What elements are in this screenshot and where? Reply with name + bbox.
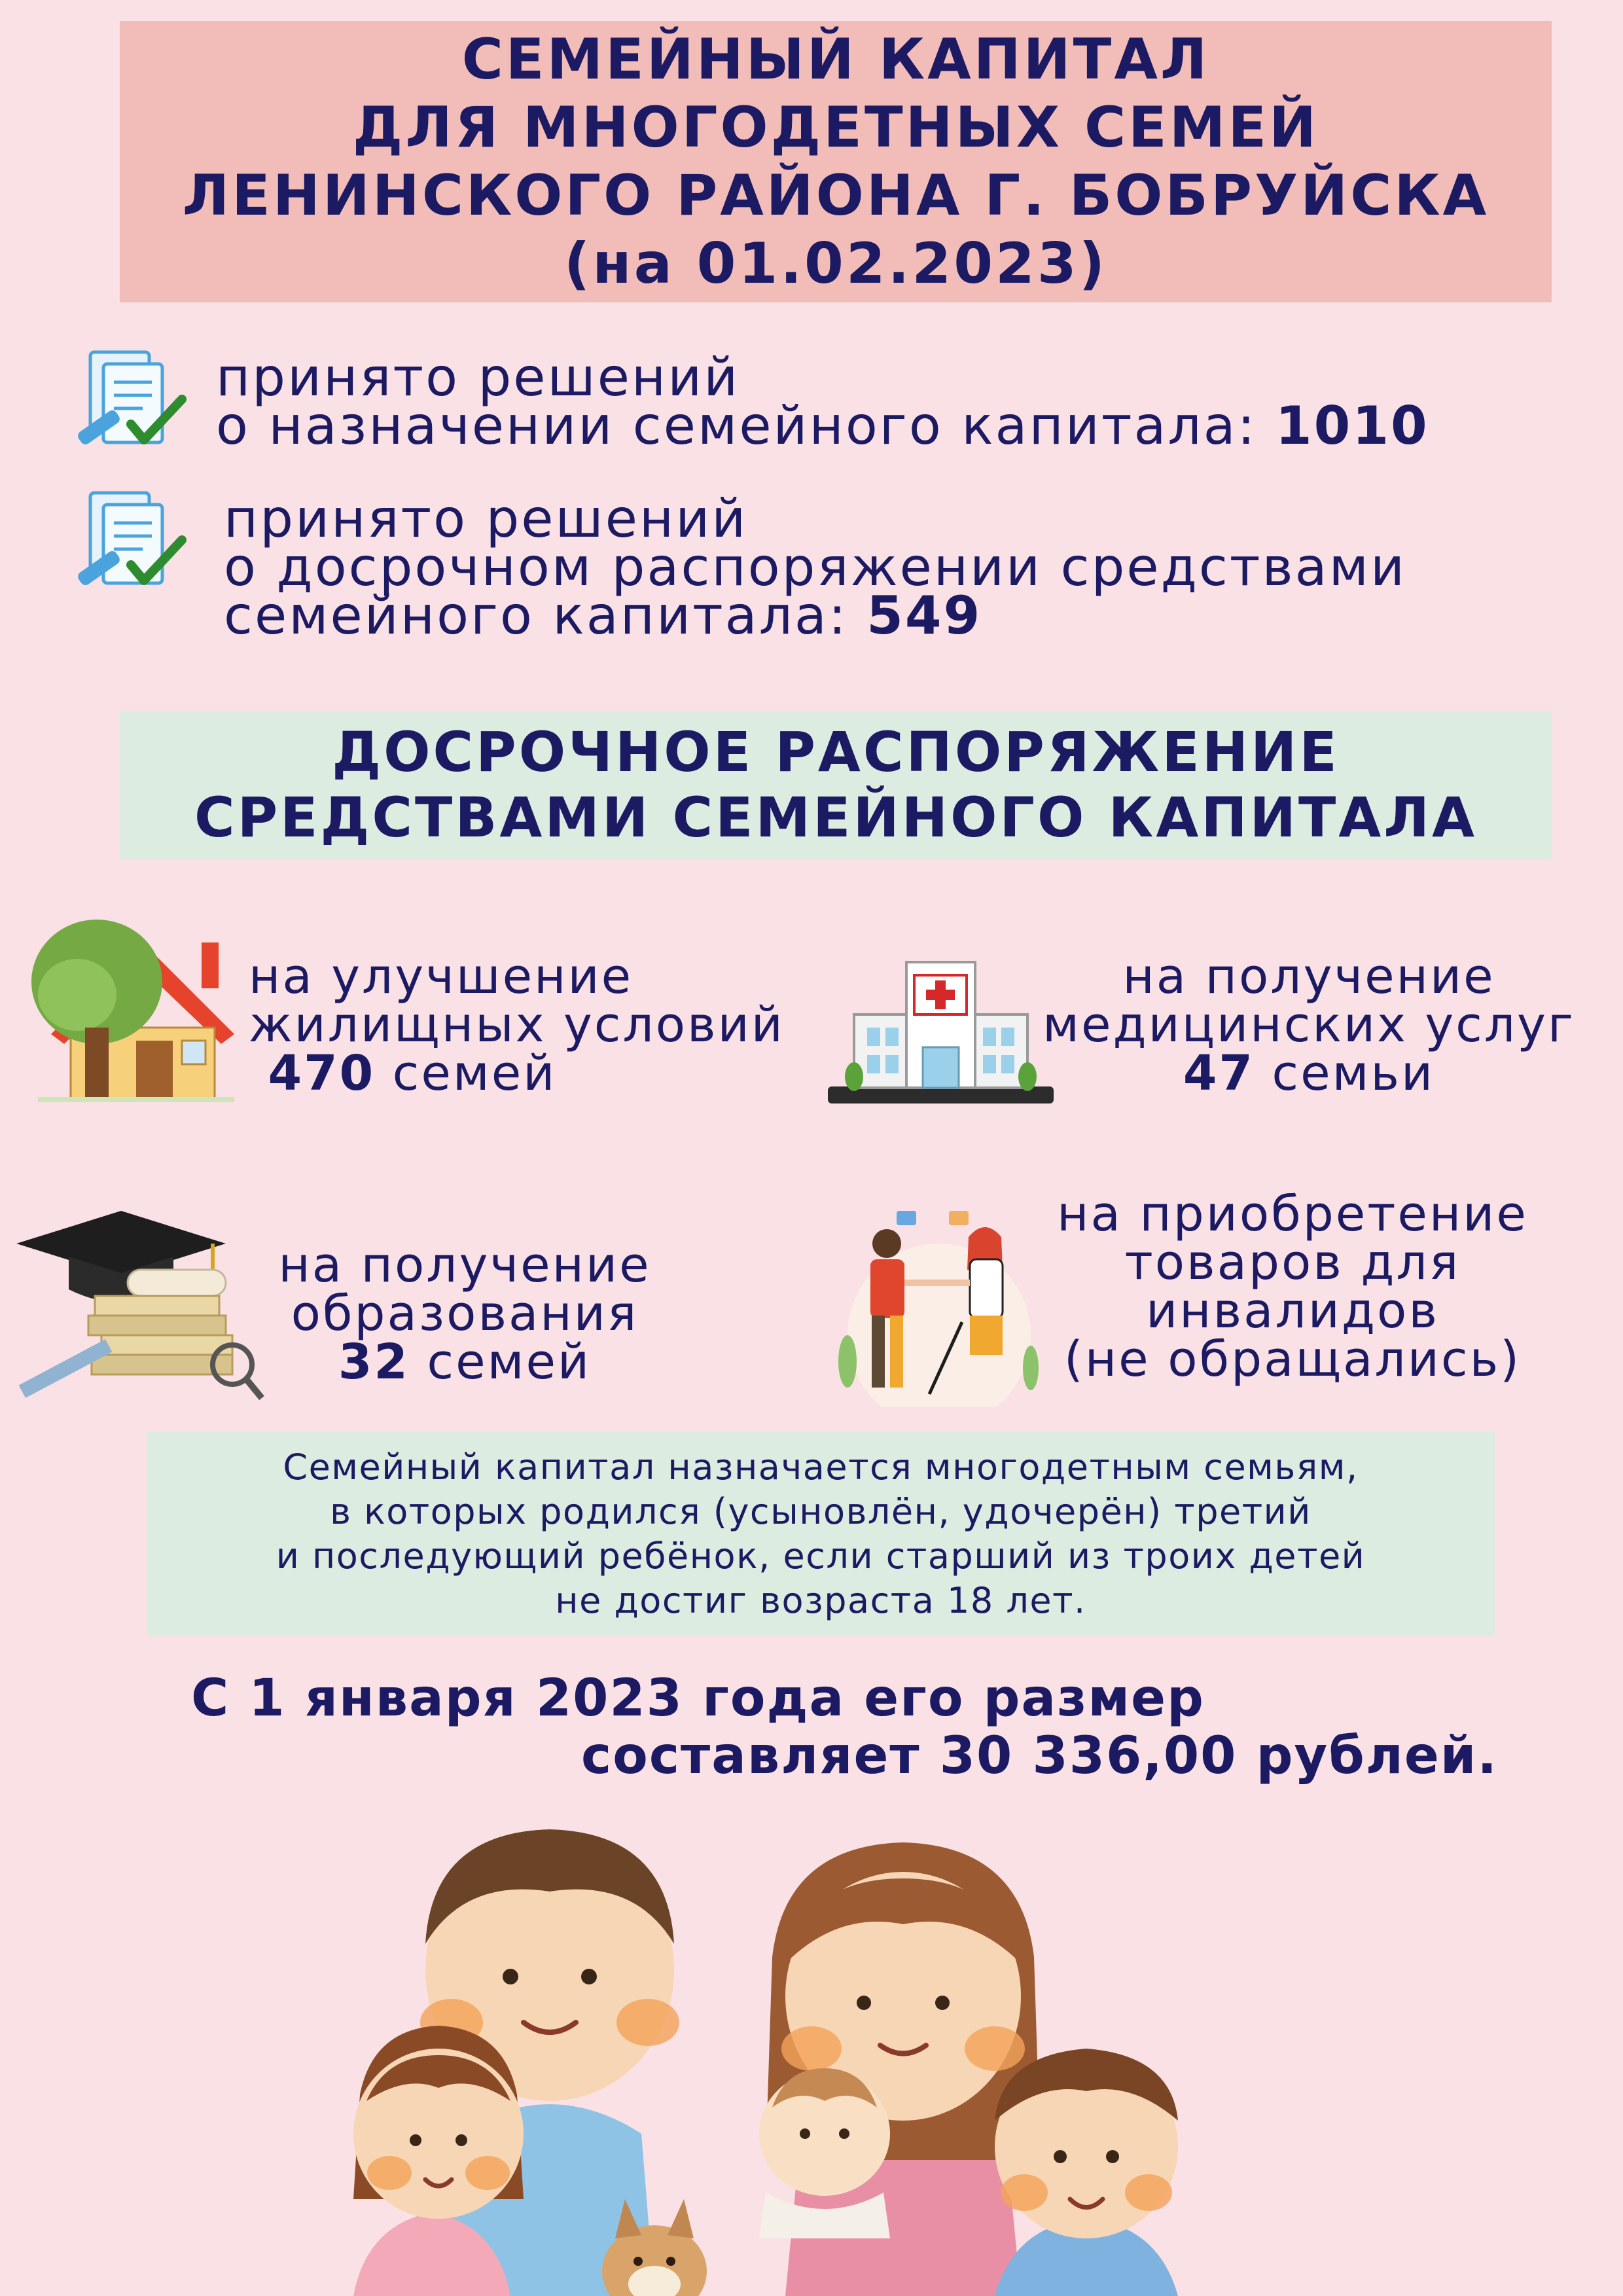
category-education	[255, 1237, 674, 1390]
category-housing	[249, 948, 785, 1102]
stat-1	[216, 347, 1429, 456]
section-title-line-2: СРЕДСТВАМИ СЕМЕЙНОГО КАПИТАЛА	[194, 785, 1478, 850]
category-medical	[1024, 948, 1594, 1102]
category-medical-count: 47	[1183, 1045, 1255, 1102]
title-line-4: (на 01.02.2023)	[563, 231, 1108, 296]
document-check-icon	[71, 488, 191, 599]
category-disability-line-3: инвалидов	[1146, 1283, 1439, 1339]
disabled-people-icon	[831, 1204, 1047, 1407]
category-medical-line-2: медицинских услуг	[1043, 997, 1575, 1053]
category-disability-line-1: на приобретение	[1057, 1186, 1528, 1242]
note-line-3: и последующий ребёнок, если старший из троих детей	[276, 1535, 1366, 1577]
stat-2	[224, 488, 1406, 646]
stat-1-value: 1010	[1275, 395, 1429, 456]
header-banner	[120, 21, 1552, 302]
stat-2-value: 549	[866, 585, 982, 646]
section-title-line-1: ДОСРОЧНОЕ РАСПОРЯЖЕНИЕ	[332, 720, 1340, 784]
title-line-2: ДЛЯ МНОГОДЕТНЫХ СЕМЕЙ	[352, 95, 1319, 160]
category-education-line-1: на получение	[278, 1237, 651, 1293]
document-check-icon	[71, 347, 191, 458]
category-medical-line-3: 47 семьи	[1183, 1045, 1435, 1102]
family-illustration	[327, 1793, 1309, 2296]
stat-1-line-1: принято решений	[216, 347, 740, 408]
stat-1-line-2: о назначении семейного капитала: 1010	[216, 395, 1429, 456]
category-medical-line-1: на получение	[1122, 948, 1495, 1005]
stat-2-line-3: семейного капитала: 549	[224, 585, 982, 646]
note-line-1: Семейный капитал назначается многодетным семьям,	[283, 1446, 1359, 1488]
title-line-1: СЕМЕЙНЫЙ КАПИТАЛ	[461, 27, 1210, 92]
category-disability	[1031, 1186, 1554, 1388]
category-housing-line-1: на улучшение	[249, 948, 633, 1005]
category-education-count: 32	[338, 1334, 410, 1390]
hospital-icon	[828, 956, 1054, 1106]
info-note	[147, 1432, 1495, 1636]
size-line-2: составляет 30 336,00 рублей.	[581, 1727, 1499, 1785]
note-line-4: не достиг возраста 18 лет.	[555, 1580, 1086, 1621]
category-housing-line-3: 470 семей	[268, 1045, 557, 1102]
stat-2-line-1: принято решений	[224, 488, 748, 549]
title-line-3: ЛЕНИНСКОГО РАЙОНА Г. БОБРУЙСКА	[182, 163, 1489, 228]
category-housing-line-2: жилищных условий	[249, 997, 785, 1053]
category-education-line-3: 32 семей	[338, 1334, 592, 1390]
category-disability-line-4: (не обращались)	[1063, 1331, 1522, 1388]
section-banner	[120, 711, 1552, 859]
note-line-2: в которых родился (усыновлён, удочерён) третий	[330, 1491, 1311, 1532]
house-tree-icon	[25, 916, 241, 1106]
size-line-1: С 1 января 2023 года его размер	[191, 1669, 1205, 1728]
stat-2-line-2: о досрочном распоряжении средствами	[224, 537, 1406, 598]
category-disability-line-2: товаров для	[1124, 1234, 1461, 1291]
education-books-icon	[16, 1204, 265, 1407]
category-housing-count: 470	[268, 1045, 376, 1102]
category-education-line-2: образования	[291, 1285, 639, 1342]
